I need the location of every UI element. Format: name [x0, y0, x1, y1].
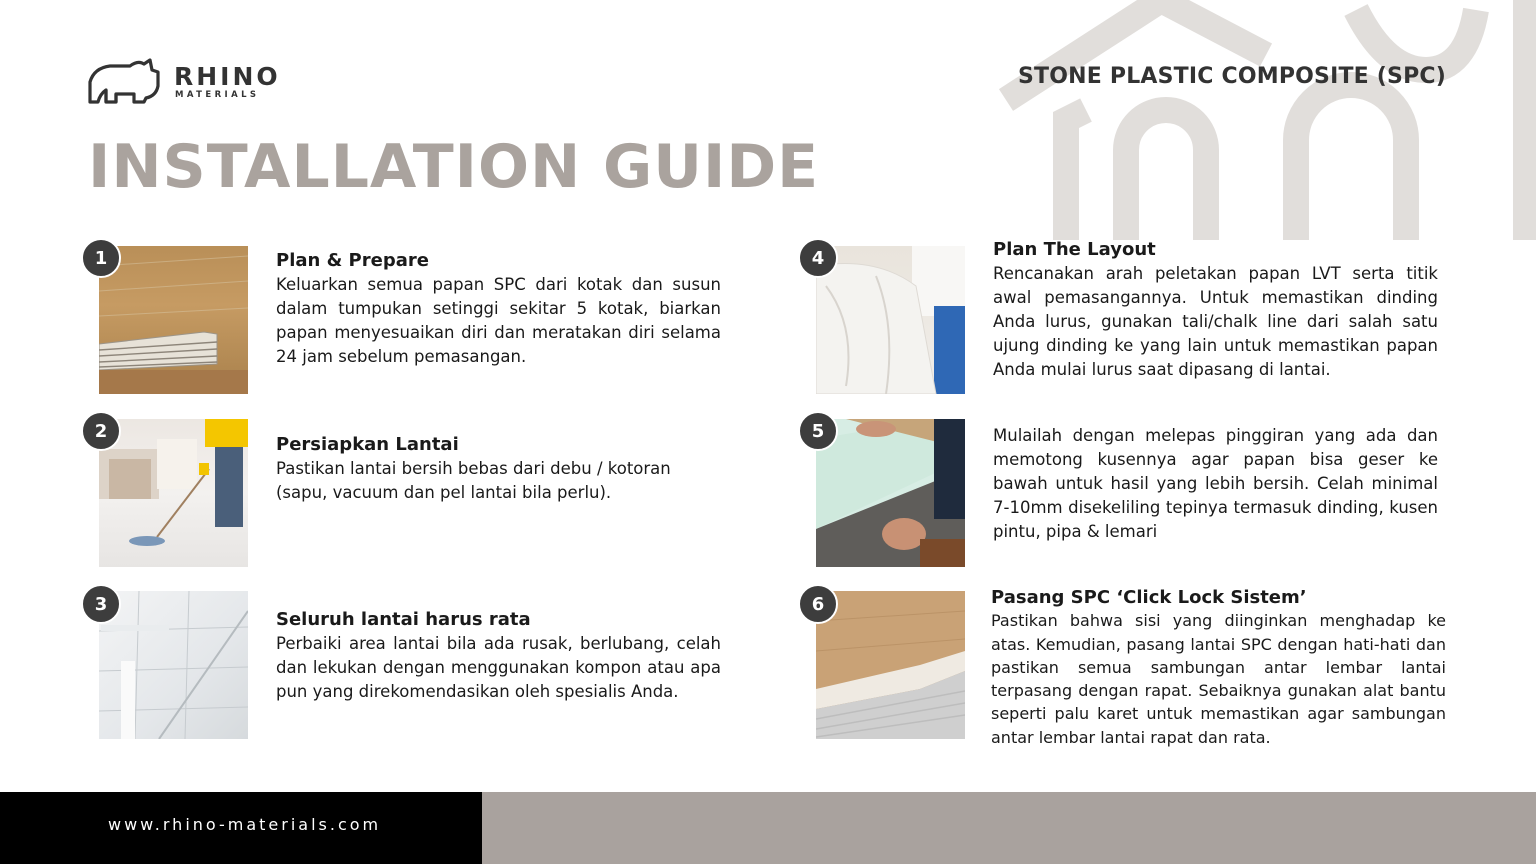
rhino-logo-icon	[86, 56, 166, 108]
step-2-number: 2	[81, 411, 121, 451]
step-3-photo	[99, 591, 248, 739]
step-2-photo	[99, 419, 248, 567]
step-5-photo	[816, 419, 965, 567]
house-watermark-icon	[996, 0, 1536, 240]
step-4-text	[993, 238, 1438, 382]
page-subtitle: STONE PLASTIC COMPOSITE (SPC)	[1018, 64, 1446, 89]
step-6-photo	[816, 591, 965, 739]
step-5-text	[993, 424, 1438, 544]
step-5-number: 5	[798, 411, 838, 451]
step-3-body: Perbaiki area lantai bila ada rusak, berlubang, celah dan lekukan dengan menggunakan kompon atau apa pun yang direkomendasikan oleh spesialis Anda.	[276, 634, 721, 701]
step-1-text	[276, 249, 721, 369]
brand-sub: MATERIALS	[175, 90, 260, 100]
step-2-body: Pastikan lantai bersih bebas dari debu / kotoran (sapu, vacuum dan pel lantai bila perlu).	[276, 459, 671, 502]
step-1-photo	[99, 246, 248, 394]
step-2-text	[276, 433, 721, 505]
step-3-text	[276, 608, 721, 704]
step-4-heading: Plan The Layout	[993, 239, 1156, 260]
step-6-body: Pastikan bahwa sisi yang diinginkan menghadap ke atas. Kemudian, pasang lantai SPC dengan hati-hati dan pastikan semua sambungan antar lembar lantai terpasang dengan rapat. Sebaiknya gunakan alat bantu seperti palu karet untuk memastikan agar sambungan antar lembar lantai rapat dan rata.	[991, 611, 1446, 747]
step-3-number: 3	[81, 584, 121, 624]
step-6-text	[991, 586, 1446, 749]
step-3-heading: Seluruh lantai harus rata	[276, 609, 531, 630]
step-1-body: Keluarkan semua papan SPC dari kotak dan susun dalam tumpukan setinggi sekitar 5 kotak, biarkan papan menyesuaikan diri dan meratakan diri selama 24 jam sebelum pemasangan.	[276, 275, 721, 366]
footer-gray-band	[482, 792, 1536, 864]
step-6-heading: Pasang SPC ‘Click Lock Sistem’	[991, 587, 1307, 608]
step-4-body: Rencanakan arah peletakan papan LVT serta titik awal pemasangannya. Untuk memastikan dinding Anda lurus, gunakan tali/chalk line dari salah satu ujung dinding ke yang lain untuk memastikan papan Anda mulai lurus saat dipasang di lantai.	[993, 264, 1438, 379]
step-1-heading: Plan & Prepare	[276, 250, 429, 271]
brand-name: RHINO	[174, 62, 281, 91]
step-2-heading: Persiapkan Lantai	[276, 434, 459, 455]
step-6-number: 6	[798, 584, 838, 624]
step-1-number: 1	[81, 238, 121, 278]
step-4-number: 4	[798, 238, 838, 278]
step-5-body: Mulailah dengan melepas pinggiran yang ada dan memotong kusennya agar papan bisa geser ke bawah untuk hasil yang lebih bersih. Celah minimal 7-10mm disekeliling tepinya termasuk dinding, kusen pintu, pipa & lemari	[993, 426, 1438, 541]
page-title: INSTALLATION GUIDE	[88, 132, 820, 202]
step-4-photo	[816, 246, 965, 394]
footer-website-link[interactable]: www.rhino-materials.com	[108, 815, 382, 834]
brand-logo[interactable]	[86, 56, 281, 108]
